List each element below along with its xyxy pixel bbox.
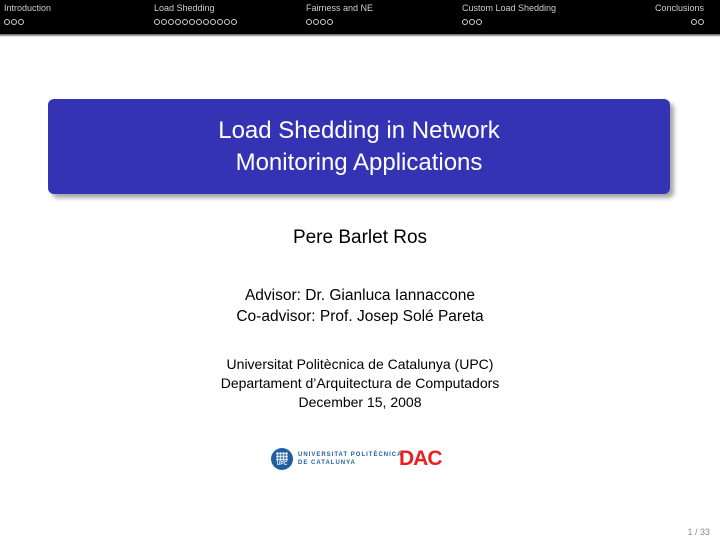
nav-dot[interactable]	[168, 19, 174, 25]
title-box	[48, 99, 670, 194]
nav-dot[interactable]	[231, 19, 237, 25]
nav-dot[interactable]	[4, 19, 10, 25]
nav-dot[interactable]	[698, 19, 704, 25]
nav-dot[interactable]	[224, 19, 230, 25]
nav-progress-dots[interactable]	[154, 19, 237, 25]
nav-progress-dots[interactable]	[462, 19, 556, 25]
dac-logo: DAC	[399, 447, 442, 470]
nav-section-label: Introduction	[4, 3, 52, 13]
nav-dot[interactable]	[182, 19, 188, 25]
nav-section-load-shedding[interactable]	[154, 3, 237, 25]
page-number: 1 / 33	[687, 527, 710, 537]
nav-dot[interactable]	[469, 19, 475, 25]
nav-dot[interactable]	[691, 19, 697, 25]
upc-logo-line-2: DE CATALUNYA	[298, 460, 356, 466]
nav-dot[interactable]	[196, 19, 202, 25]
nav-dot[interactable]	[203, 19, 209, 25]
author-name: Pere Barlet Ros	[292, 227, 428, 248]
date-line: December 15, 2008	[298, 394, 422, 410]
nav-dot[interactable]	[313, 19, 319, 25]
upc-logo	[271, 448, 403, 472]
nav-progress-dots[interactable]	[306, 19, 373, 25]
university-line: Universitat Politècnica de Catalunya (UPC)	[226, 356, 494, 372]
nav-section-label: Conclusions	[654, 3, 704, 13]
title-line-2: Monitoring Applications	[235, 148, 483, 176]
nav-section-fairness[interactable]	[306, 3, 373, 25]
nav-dot[interactable]	[11, 19, 17, 25]
title-line-1: Load Shedding in Network	[218, 116, 500, 144]
nav-dot[interactable]	[320, 19, 326, 25]
nav-dot[interactable]	[327, 19, 333, 25]
nav-section-label: Load Shedding	[154, 3, 215, 13]
nav-dot[interactable]	[462, 19, 468, 25]
nav-dot[interactable]	[161, 19, 167, 25]
nav-dot[interactable]	[306, 19, 312, 25]
upc-logo-text	[298, 451, 402, 467]
nav-dot[interactable]	[189, 19, 195, 25]
nav-section-conclusions[interactable]	[655, 3, 704, 25]
nav-section-label: Fairness and NE	[306, 3, 374, 13]
nav-dot[interactable]	[18, 19, 24, 25]
upc-emblem-text: UPC	[276, 461, 288, 467]
upc-logo-line-1: UNIVERSITAT POLITÈCNICA	[298, 452, 403, 458]
nav-section-introduction[interactable]	[4, 3, 51, 25]
nav-section-label: Custom Load Shedding	[462, 3, 557, 13]
upc-emblem-icon	[271, 448, 293, 470]
nav-progress-dots[interactable]	[655, 19, 704, 25]
coadvisor-line: Co-advisor: Prof. Josep Solé Pareta	[236, 308, 484, 325]
department-line: Departament d’Arquitectura de Computadors	[220, 375, 500, 391]
nav-dot[interactable]	[154, 19, 160, 25]
nav-progress-dots[interactable]	[4, 19, 51, 25]
advisor-line: Advisor: Dr. Gianluca Iannaccone	[244, 287, 476, 304]
institution-block	[0, 355, 720, 412]
nav-dot[interactable]	[476, 19, 482, 25]
nav-dot[interactable]	[175, 19, 181, 25]
nav-dot[interactable]	[217, 19, 223, 25]
nav-dot[interactable]	[210, 19, 216, 25]
advisors-block	[0, 285, 720, 327]
nav-section-custom-load-shedding[interactable]	[462, 3, 556, 25]
navigation-bar	[0, 0, 720, 34]
